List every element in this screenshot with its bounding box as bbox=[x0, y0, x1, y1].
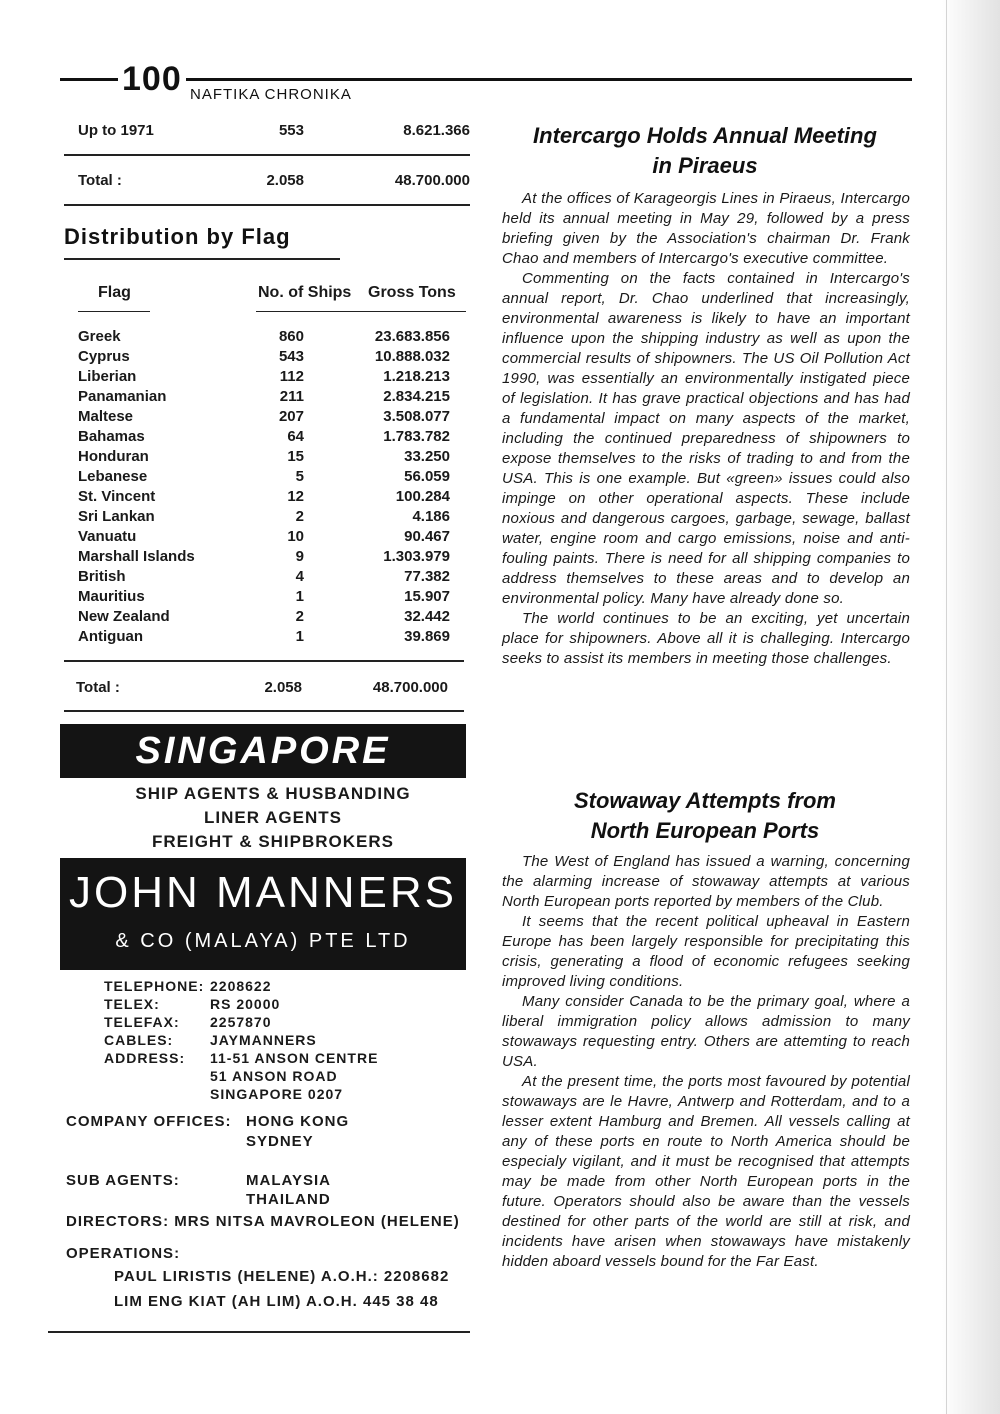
flag-row bbox=[64, 408, 450, 428]
flag-row bbox=[64, 508, 450, 528]
flag-tons: 32.442 bbox=[404, 608, 450, 625]
article2-body bbox=[502, 852, 910, 1272]
flag-total-ships: 2.058 bbox=[264, 679, 302, 696]
page-number: 100 bbox=[118, 60, 186, 99]
flag-ships: 12 bbox=[287, 488, 304, 505]
flag-name: Sri Lankan bbox=[78, 508, 155, 525]
flag-name: Mauritius bbox=[78, 588, 145, 605]
sub-agent: MALAYSIA bbox=[246, 1172, 331, 1189]
flag-row bbox=[64, 448, 450, 468]
flag-row bbox=[64, 368, 450, 388]
flag-row bbox=[64, 528, 450, 548]
page-edge-line bbox=[946, 0, 947, 1414]
magazine-name: NAFTIKA CHRONIKA bbox=[190, 86, 352, 103]
flag-tons: 15.907 bbox=[404, 588, 450, 605]
flag-tons: 56.059 bbox=[404, 468, 450, 485]
flag-name: Liberian bbox=[78, 368, 137, 385]
flag-row bbox=[64, 588, 450, 608]
flag-ships: 207 bbox=[278, 408, 304, 425]
flag-tons: 1.303.979 bbox=[383, 548, 450, 565]
flag-row bbox=[64, 348, 450, 368]
contact-label: TELEX: bbox=[104, 996, 160, 1012]
ad-service-line: LINER AGENTS bbox=[204, 808, 342, 827]
sub-agent: THAILAND bbox=[246, 1191, 331, 1208]
summary-rule-1 bbox=[64, 154, 470, 156]
ad-service-line: SHIP AGENTS & HUSBANDING bbox=[135, 784, 411, 803]
flag-name: Lebanese bbox=[78, 468, 148, 485]
article1-paragraph: At the offices of Karageorgis Lines in Piraeus, Intercargo held its annual meeting in May 29, followed by a press briefing given by the Association's chairman Dr. Frank Chao and members of Intercargo's executive committee. bbox=[502, 190, 910, 267]
header-underline-numbers bbox=[256, 311, 466, 312]
contact-value: 11-51 ANSON CENTRE bbox=[210, 1050, 379, 1066]
flag-row bbox=[64, 548, 450, 568]
summary-row-label: Up to 1971 bbox=[78, 122, 154, 139]
flag-tons: 10.888.032 bbox=[374, 348, 450, 365]
flag-ships: 64 bbox=[287, 428, 304, 445]
flag-row bbox=[64, 428, 450, 448]
flag-total-tons: 48.700.000 bbox=[372, 679, 448, 696]
flag-ships: 543 bbox=[278, 348, 304, 365]
article2-paragraph: The West of England has issued a warning, concerning the alarming increase of stowaway attempts at various North European ports reported by members of the Club. bbox=[502, 853, 910, 910]
contact-value: 2257870 bbox=[210, 1014, 272, 1030]
flag-ships: 860 bbox=[278, 328, 304, 345]
flag-ships: 112 bbox=[279, 368, 304, 385]
flag-row bbox=[64, 388, 450, 408]
flag-name: Honduran bbox=[78, 448, 149, 465]
flag-ships: 211 bbox=[279, 388, 304, 405]
contact-value: RS 20000 bbox=[210, 996, 281, 1012]
article2-paragraph: At the present time, the ports most favoured by potential stowaways are le Havre, Antwerp and Rotterdam, and to a lesser extent Hamburg and Bremen. All vessels calling at any of these ports en route to North America should be especialy vigilant, and it must be recognised that attempts may be made from other North European ports in the future. Operators should also be aware than the vessels destined for other parts of the world are still at risk, and incidents have arisen when stowaways have mistakenly hidden aboard vessels bound for the Far East. bbox=[502, 1073, 910, 1270]
flag-tons: 1.783.782 bbox=[383, 428, 450, 445]
ad-company-name: JOHN MANNERS bbox=[68, 868, 458, 917]
flag-tons: 1.218.213 bbox=[383, 368, 450, 385]
flag-tons: 100.284 bbox=[395, 488, 450, 505]
flag-ships: 5 bbox=[295, 468, 304, 485]
operations-line: PAUL LIRISTIS (HELENE) A.O.H.: 2208682 bbox=[114, 1268, 450, 1285]
contact-label: TELEFAX: bbox=[104, 1014, 180, 1030]
ad-headline: SINGAPORE bbox=[60, 724, 466, 778]
operations-label: OPERATIONS: bbox=[66, 1245, 181, 1262]
page-edge-shadow bbox=[942, 0, 1000, 1414]
flag-name: Bahamas bbox=[78, 428, 145, 445]
ad-company-band bbox=[60, 858, 466, 970]
flag-row bbox=[64, 328, 450, 348]
summary-row-tons: 8.621.366 bbox=[403, 122, 470, 139]
article1-paragraph: The world continues to be an exciting, yet uncertain place for shipowners. Above all it is challeging. Intercargo seeks to assist its members in meeting those challenges. bbox=[502, 610, 910, 667]
flag-total-row bbox=[62, 679, 448, 699]
flag-row bbox=[64, 568, 450, 588]
article2-paragraph: It seems that the recent political upheaval in Eastern Europe has been largely responsible for precipitating this crisis, generating a flood of economic refugees seeking improved living conditions. bbox=[502, 913, 910, 990]
section-title-underline bbox=[64, 258, 340, 260]
flag-ships: 1 bbox=[295, 628, 304, 645]
header-rule-left bbox=[60, 78, 122, 81]
summary-row-ships: 553 bbox=[278, 122, 304, 139]
summary-total-row bbox=[64, 172, 470, 192]
flag-name: Antiguan bbox=[78, 628, 143, 645]
flag-name: Maltese bbox=[78, 408, 134, 425]
flag-ships: 9 bbox=[295, 548, 304, 565]
ad-company-sub: & CO (MALAYA) PTE LTD bbox=[115, 930, 411, 952]
flag-rule-1 bbox=[64, 660, 464, 662]
flag-name: Cyprus bbox=[78, 348, 130, 365]
article2-title-line: Stowaway Attempts from bbox=[573, 788, 836, 813]
ad-service-line: FREIGHT & SHIPBROKERS bbox=[151, 832, 395, 851]
flag-name: Panamanian bbox=[78, 388, 167, 405]
flag-row bbox=[64, 628, 450, 648]
flag-ships: 10 bbox=[287, 528, 304, 545]
flag-name: Marshall Islands bbox=[78, 548, 195, 565]
contact-value: JAYMANNERS bbox=[210, 1032, 317, 1048]
flag-tons: 39.869 bbox=[404, 628, 450, 645]
company-offices-label: COMPANY OFFICES: bbox=[66, 1113, 232, 1130]
flag-ships: 4 bbox=[295, 568, 304, 585]
summary-rule-2 bbox=[64, 204, 470, 206]
company-office: SYDNEY bbox=[246, 1133, 314, 1150]
company-office: HONG KONG bbox=[246, 1113, 350, 1130]
bottom-rule bbox=[48, 1331, 470, 1333]
flag-tons: 90.467 bbox=[404, 528, 450, 545]
flag-tons: 77.382 bbox=[404, 568, 450, 585]
sub-agents-label: SUB AGENTS: bbox=[66, 1172, 180, 1189]
flag-name: Vanuatu bbox=[78, 528, 137, 545]
section-title: Distribution by Flag bbox=[64, 224, 291, 249]
summary-total-label: Total : bbox=[78, 172, 122, 189]
flag-ships: 15 bbox=[287, 448, 304, 465]
article1-title-line: in Piraeus bbox=[652, 153, 758, 178]
article1-paragraph: Commenting on the facts contained in Intercargo's annual report, Dr. Chao underlined that increasingly, environmental awareness is likely to have an important influence upon the shipping industry as well as upon the commercial results of shipowners. The US Oil Pollution Act 1990, was essentially an environmentally instigated piece of legislation. It has grave practical objections and has had a fundamental impact on many aspects of the market, including the continued preparedness of shipowners to expose themselves to the risks of trading to and from the USA. This is one example. But «green» issues could also impinge on other operational aspects. These include noxious and dangerous cargoes, garbage, sewage, ballast water, engine room and cargo emissions, noise and anti-fouling paints. There is need for all shipping companies to address themselves to these areas and to develop an environmental policy. Many have already done so. bbox=[502, 270, 910, 607]
column-header-flag: Flag bbox=[98, 284, 131, 301]
flag-total-label: Total : bbox=[76, 679, 120, 696]
contact-label: TELEPHONE: bbox=[104, 978, 205, 994]
flag-ships: 2 bbox=[295, 508, 304, 525]
article1-title-line: Intercargo Holds Annual Meeting bbox=[533, 123, 877, 148]
flag-name: St. Vincent bbox=[78, 488, 156, 505]
article1-title bbox=[496, 121, 914, 181]
flag-ships: 1 bbox=[295, 588, 304, 605]
column-header-tons: Gross Tons bbox=[368, 284, 456, 301]
flag-row bbox=[64, 468, 450, 488]
flag-name: Greek bbox=[78, 328, 121, 345]
flag-tons: 33.250 bbox=[404, 448, 450, 465]
summary-row bbox=[64, 122, 470, 142]
flag-name: British bbox=[78, 568, 126, 585]
flag-row bbox=[64, 488, 450, 508]
operations-line: LIM ENG KIAT (AH LIM) A.O.H. 445 38 48 bbox=[114, 1293, 439, 1310]
article1-body bbox=[502, 189, 910, 669]
contact-value: 2208622 bbox=[210, 978, 272, 994]
flag-name: New Zealand bbox=[78, 608, 170, 625]
flag-rule-2 bbox=[64, 710, 464, 712]
flag-ships: 2 bbox=[295, 608, 304, 625]
header-underline-flag bbox=[78, 311, 150, 312]
flag-row bbox=[64, 608, 450, 628]
article2-paragraph: Many consider Canada to be the primary goal, where a liberal immigration policy allows admission to many stowaways requesting entry. Others are attemting to reach USA. bbox=[502, 993, 910, 1070]
directors: DIRECTORS: MRS NITSA MAVROLEON (HELENE) bbox=[66, 1213, 460, 1230]
column-header-ships: No. of Ships bbox=[258, 284, 352, 301]
contact-label: ADDRESS: bbox=[104, 1050, 186, 1066]
summary-total-ships: 2.058 bbox=[266, 172, 304, 189]
article2-title bbox=[496, 786, 914, 846]
flag-tons: 4.186 bbox=[412, 508, 450, 525]
article2-title-line: North European Ports bbox=[590, 818, 820, 843]
summary-total-tons: 48.700.000 bbox=[394, 172, 470, 189]
contact-label: CABLES: bbox=[104, 1032, 174, 1048]
header-rule-right bbox=[186, 78, 912, 81]
flag-tons: 2.834.215 bbox=[383, 388, 450, 405]
address-line: SINGAPORE 0207 bbox=[210, 1086, 344, 1102]
address-line: 51 ANSON ROAD bbox=[210, 1068, 338, 1084]
flag-tons: 23.683.856 bbox=[374, 328, 450, 345]
flag-tons: 3.508.077 bbox=[383, 408, 450, 425]
